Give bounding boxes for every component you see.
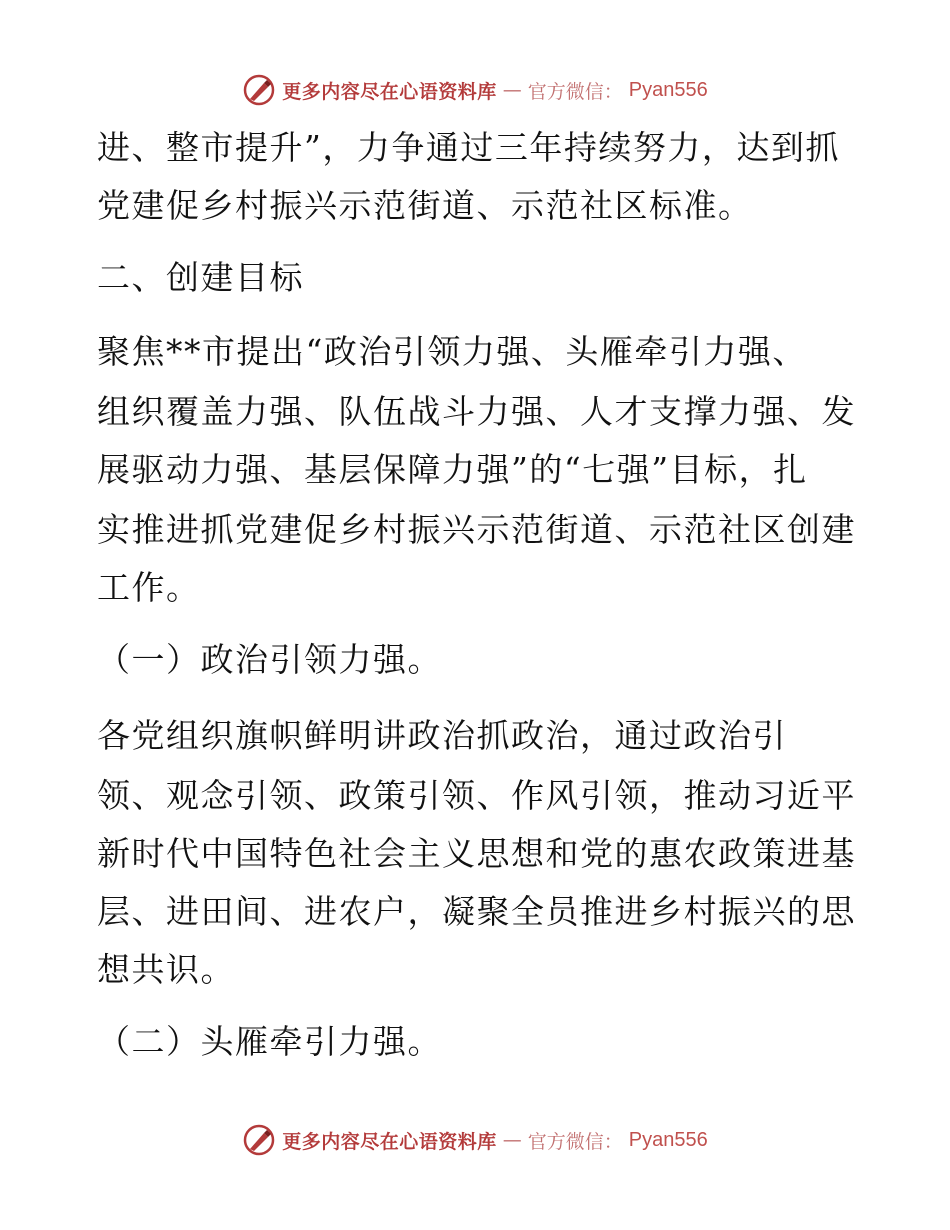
header-watermark: [0, 70, 950, 110]
watermark-wechat-id: Pyan556: [628, 1128, 708, 1151]
watermark-separator: —: [502, 1129, 522, 1151]
watermark-title: 更多内容尽在心语资料库: [282, 80, 497, 103]
watermark-wechat-label: 官方微信：: [527, 80, 623, 103]
body-line: 各党组织旗帜鲜明讲政治抓政治，通过政治引: [97, 716, 787, 755]
body-line: 新时代中国特色社会主义思想和党的惠农政策进基: [97, 834, 856, 873]
watermark-wechat-label: 官方微信：: [527, 1130, 623, 1153]
body-line: 组织覆盖力强、队伍战斗力强、人才支撑力强、发: [97, 392, 856, 431]
body-line: 层、进田间、进农户，凝聚全员推进乡村振兴的思: [97, 892, 856, 931]
body-line: 实推进抓党建促乡村振兴示范街道、示范社区创建: [97, 510, 856, 549]
pen-logo-icon: [242, 1123, 276, 1157]
body-line: 党建促乡村振兴示范街道、示范社区标准。: [97, 186, 753, 225]
watermark-separator: —: [502, 79, 522, 101]
pen-logo-icon: [242, 73, 276, 107]
footer-watermark: [0, 1120, 950, 1160]
watermark-title: 更多内容尽在心语资料库: [282, 1130, 497, 1153]
section-heading: 二、创建目标: [97, 258, 304, 297]
body-line: 想共识。: [97, 950, 235, 989]
subsection-heading: （一）政治引领力强。: [97, 640, 442, 679]
watermark-wechat-id: Pyan556: [628, 78, 708, 101]
body-line: 聚焦**市提出“政治引领力强、头雁牵引力强、: [97, 332, 807, 371]
body-line: 领、观念引领、政策引领、作风引领，推动习近平: [97, 776, 856, 815]
body-line: 展驱动力强、基层保障力强”的“七强”目标，扎: [97, 450, 808, 489]
body-line: 工作。: [97, 568, 201, 607]
subsection-heading: （二）头雁牵引力强。: [97, 1022, 442, 1061]
body-line: 进、整市提升”，力争通过三年持续努力，达到抓: [97, 128, 840, 167]
